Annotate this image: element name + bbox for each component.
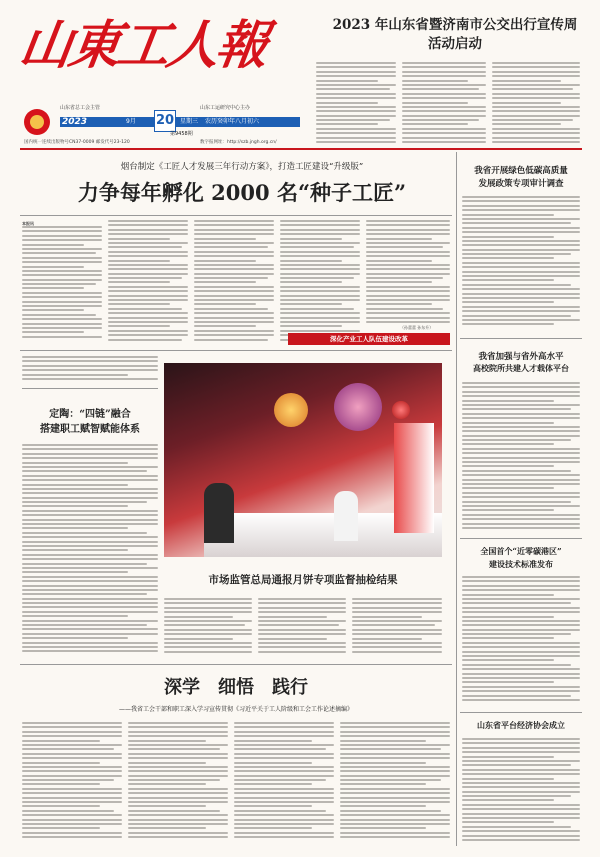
right-story-2-headline-2: 高校院所共建人才载体平台 bbox=[473, 363, 569, 373]
masthead-rule bbox=[20, 148, 582, 150]
right-column-rule bbox=[456, 152, 457, 846]
lead-body-col4 bbox=[280, 220, 360, 345]
digital-edition-url[interactable]: 数字报网址：http://szb.jngh.org.cn/ bbox=[200, 140, 277, 145]
right-story-1-headline-2b: 发展政策专项审计调查 bbox=[478, 179, 564, 189]
photo-person-2 bbox=[334, 491, 358, 541]
left-story-headline-1: 定陶：“四链”融合 bbox=[49, 409, 131, 420]
lead-bottom-divider bbox=[20, 350, 452, 351]
issue-number: 第9458期 bbox=[170, 131, 193, 137]
right-story-1-body bbox=[462, 196, 580, 330]
top-right-body-col2 bbox=[402, 62, 486, 146]
photo-orb-fruit bbox=[274, 393, 308, 427]
month: 9月 bbox=[126, 118, 136, 125]
right-divider-3 bbox=[460, 712, 582, 713]
mooncake-headline: 市场监管总局通报月饼专项监督抽检结果 bbox=[208, 574, 398, 586]
lead-body-col1 bbox=[22, 226, 102, 344]
right-story-4-headline: 山东省平台经济协会成立 bbox=[477, 720, 565, 730]
weekday: 星期三 bbox=[180, 118, 199, 125]
lunar-date: 农历癸卯年八月初六 bbox=[205, 118, 260, 125]
right-story-2-headline-1: 我省加强与省外高水平 bbox=[478, 352, 564, 362]
bottom-body-col4 bbox=[340, 722, 450, 844]
organizer-label: 山东工运研究中心主办 bbox=[200, 105, 251, 111]
right-story-3-body bbox=[462, 576, 580, 706]
bottom-subtitle: ——我省工会干部和职工深入学习宣传贯彻《习近平关于工人阶级和工会工作论述摘编》 bbox=[118, 706, 353, 713]
lead-section-banner: 深化产业工人队伍建设改革 bbox=[288, 333, 450, 345]
lead-body-col3 bbox=[194, 220, 274, 345]
masthead-logo: 山東工人報 bbox=[15, 16, 270, 76]
mooncake-divider bbox=[20, 664, 452, 665]
lead-headline: 力争每年孵化 2000 名“种子工匠” bbox=[77, 180, 407, 205]
lead-body-col2 bbox=[108, 220, 188, 345]
right-divider-2 bbox=[460, 538, 582, 539]
top-right-body-col1 bbox=[316, 62, 396, 146]
publication-codes: 国内统一连续出版物号CN37-0009 邮发代号23-120 bbox=[24, 140, 130, 145]
right-divider-1 bbox=[460, 338, 582, 339]
lead-reporter: 本报讯 bbox=[22, 221, 34, 226]
year: 2023 bbox=[62, 117, 88, 127]
right-story-2-body bbox=[462, 382, 580, 532]
photo-orb-lantern bbox=[334, 383, 382, 431]
lead-body-col5 bbox=[366, 220, 450, 330]
bottom-body-col1 bbox=[22, 722, 122, 844]
top-right-body-col3 bbox=[492, 62, 580, 146]
photo-orb-red bbox=[392, 401, 410, 419]
union-emblem bbox=[24, 109, 50, 135]
mooncake-exhibit-photo bbox=[164, 363, 442, 557]
mooncake-body-col3 bbox=[352, 598, 442, 658]
right-story-4-body bbox=[462, 738, 580, 846]
lead-kicker: 烟台制定《工匠人才发展三年行动方案》，打造工匠建设“升级版” bbox=[120, 162, 364, 172]
publisher-label: 山东省总工会主管 bbox=[60, 105, 101, 111]
photo-person-1 bbox=[204, 483, 234, 543]
left-story-headline-2: 搭建职工赋智赋能体系 bbox=[40, 424, 140, 435]
left-story-divider bbox=[22, 388, 158, 389]
bottom-body-col2 bbox=[128, 722, 228, 844]
bottom-body-col3 bbox=[234, 722, 334, 844]
day-number: 20 bbox=[154, 110, 176, 132]
mooncake-body-col2 bbox=[258, 598, 346, 658]
left-story-intro bbox=[22, 356, 158, 384]
lead-byline: （孙蕾蕾 孙东升） bbox=[400, 325, 434, 330]
right-story-3-headline-2: 建设技术标准发布 bbox=[489, 559, 553, 569]
lead-divider bbox=[20, 215, 452, 216]
top-right-headline: 2023 年山东省暨济南市公交出行宣传周活动启动 bbox=[332, 17, 578, 52]
bottom-headline: 深学 细悟 践行 bbox=[164, 677, 308, 698]
right-story-3-headline-1: 全国首个“近零碳港区” bbox=[480, 546, 562, 556]
left-story-body bbox=[22, 444, 158, 660]
mooncake-body-col1 bbox=[164, 598, 252, 658]
date-bar bbox=[60, 117, 300, 127]
photo-display-pillar bbox=[394, 423, 434, 533]
right-story-1-headline-1: 我省开展绿色低碳高质量 bbox=[474, 166, 568, 176]
